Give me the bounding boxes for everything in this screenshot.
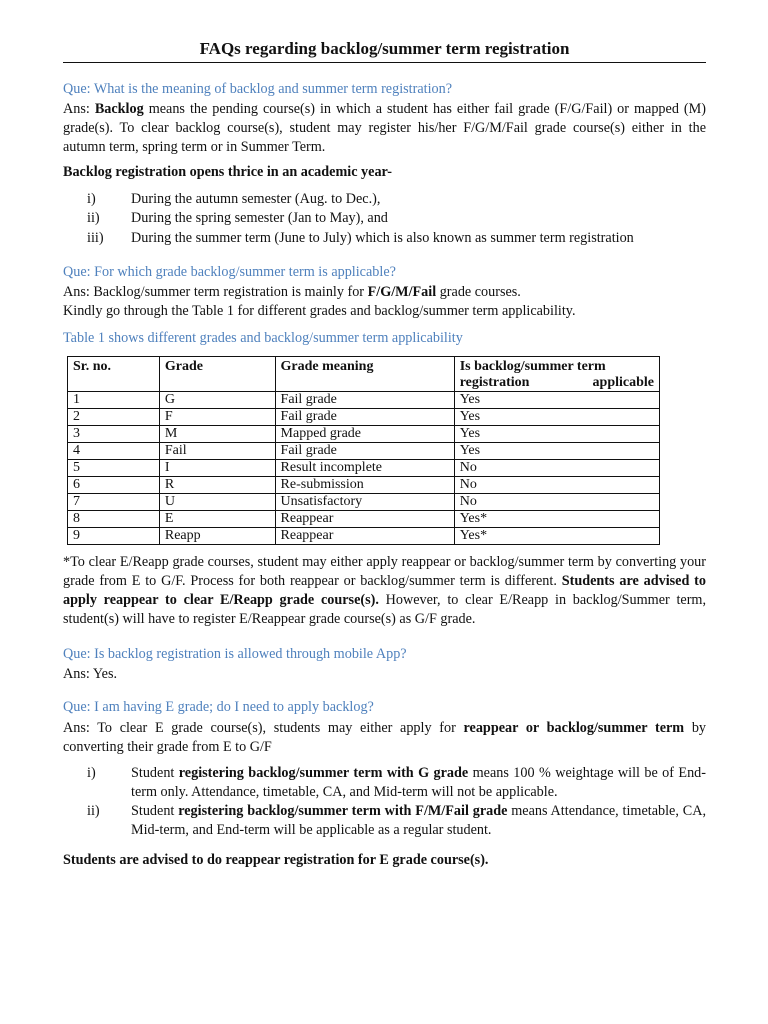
answer-1-bold: Backlog (94, 101, 144, 117)
answer-2-prefix: Ans: Backlog/summer term registration is mainly for (63, 284, 368, 300)
closing-advice: Students are advised to do reappear registration for E grade course(s). (63, 852, 489, 868)
applicable-cell: Yes* (454, 528, 659, 545)
answer-4 (63, 719, 706, 757)
grade-meaning-cell: Mapped grade (275, 426, 454, 443)
answer-4-prefix: Ans: To clear E grade course(s), students may either apply for (63, 720, 464, 736)
table-row (68, 460, 660, 477)
list-item-number: i) (87, 191, 96, 207)
sr-no-cell: 4 (68, 443, 160, 460)
column-header: Grade meaning (275, 357, 454, 392)
sr-no-cell: 3 (68, 426, 160, 443)
table-row (68, 511, 660, 528)
grade-meaning-cell: Result incomplete (275, 460, 454, 477)
title-underline (63, 62, 706, 63)
applicable-cell: Yes (454, 409, 659, 426)
sr-no-cell: 6 (68, 477, 160, 494)
table-row (68, 528, 660, 545)
list-item-text: Student registering backlog/summer term with G grade means 100 % weightage will be of End-term only. Attendance, timetable, CA, and Mid-term will not be applicable. (131, 765, 706, 800)
answer-2-line-2: Kindly go through the Table 1 for different grades and backlog/summer term applicability. (63, 303, 576, 319)
grade-meaning-cell: Unsatisfactory (275, 494, 454, 511)
table-header-row (68, 357, 660, 392)
grade-cell: M (159, 426, 275, 443)
grade-cell: R (159, 477, 275, 494)
list-item-number: ii) (87, 210, 100, 226)
grade-cell: I (159, 460, 275, 477)
table-note (63, 553, 706, 629)
grade-cell: Reapp (159, 528, 275, 545)
applicable-cell: Yes (454, 443, 659, 460)
list-item-text: Student registering backlog/summer term with F/M/Fail grade means Attendance, timetable, CA, Mid-term, and End-term will be applicable as a regular student. (131, 803, 706, 838)
applicable-cell: No (454, 477, 659, 494)
list-item-text: During the spring semester (Jan to May), and (131, 210, 388, 226)
answer-4-bold: reappear or backlog/summer term (463, 720, 685, 736)
answer-1 (63, 100, 706, 157)
page-title: FAQs regarding backlog/summer term registration (199, 39, 570, 58)
sr-no-cell: 9 (68, 528, 160, 545)
grade-meaning-cell: Re-submission (275, 477, 454, 494)
answer-2-text: grade courses. (436, 284, 521, 300)
question-2: Que: For which grade backlog/summer term is applicable? (63, 264, 396, 280)
table-body (68, 392, 660, 545)
list-item-text: During the autumn semester (Aug. to Dec.), (131, 191, 381, 207)
answer-2-bold: F/G/M/Fail (367, 284, 437, 300)
grade-meaning-cell: Fail grade (275, 392, 454, 409)
grade-meaning-cell: Fail grade (275, 409, 454, 426)
table-row (68, 409, 660, 426)
grade-cell: U (159, 494, 275, 511)
table-note-text: *To clear E/Reapp grade courses, student may either apply reappear or backlog/summer term by converting your grade from E to G/F. Process for both reappear or backlog/summer term is different. (63, 554, 706, 589)
grade-meaning-cell: Fail grade (275, 443, 454, 460)
grade-cell: G (159, 392, 275, 409)
question-3: Que: Is backlog registration is allowed through mobile App? (63, 646, 407, 662)
backlog-opens-heading: Backlog registration opens thrice in an academic year- (63, 164, 393, 180)
applicable-cell: Yes (454, 392, 659, 409)
answer-1-prefix: Ans: (63, 101, 95, 117)
column-header: Sr. no. (68, 357, 160, 392)
sr-no-cell: 1 (68, 392, 160, 409)
list-item-number: iii) (87, 230, 104, 246)
table-row (68, 426, 660, 443)
sr-no-cell: 8 (68, 511, 160, 528)
table-row (68, 392, 660, 409)
grade-cell: Fail (159, 443, 275, 460)
grades-table (67, 356, 660, 545)
grade-cell: E (159, 511, 275, 528)
answer-2 (63, 283, 706, 302)
grade-meaning-cell: Reappear (275, 511, 454, 528)
table-row (68, 477, 660, 494)
sr-no-cell: 2 (68, 409, 160, 426)
applicable-cell: No (454, 494, 659, 511)
table-row (68, 443, 660, 460)
sr-no-cell: 5 (68, 460, 160, 477)
grade-cell: F (159, 409, 275, 426)
grade-meaning-cell: Reappear (275, 528, 454, 545)
column-header: Grade (159, 357, 275, 392)
answer-1-text: means the pending course(s) in which a student has either fail grade (F/G/Fail) or mapped (M) grade(s). To clear backlog course(s), student may register his/her F/G/M/Fail grade course(s) either in the autumn term, spring term or in Summer Term. (63, 101, 706, 155)
list-item-number: i) (87, 765, 96, 781)
answer-4-text: by converting their grade from E to G/F (63, 720, 707, 755)
column-header: Is backlog/summer term registration applicable (454, 357, 659, 392)
list-item-text: During the summer term (June to July) which is also known as summer term registration (131, 230, 634, 246)
table-note-bold: Students are advised to apply reappear to clear E/Reapp grade course(s). (63, 573, 706, 608)
applicable-cell: Yes* (454, 511, 659, 528)
table-row (68, 494, 660, 511)
answer-3: Ans: Yes. (63, 666, 118, 682)
question-1: Que: What is the meaning of backlog and summer term registration? (63, 81, 452, 97)
applicable-cell: No (454, 460, 659, 477)
table-note-text-end: However, to clear E/Reapp in backlog/Summer term, student(s) will have to register E/Reappear grade course(s) as G/F grade. (63, 592, 706, 627)
list-item-number: ii) (87, 803, 100, 819)
applicable-cell: Yes (454, 426, 659, 443)
table-caption: Table 1 shows different grades and backlog/summer term applicability (63, 330, 463, 346)
sr-no-cell: 7 (68, 494, 160, 511)
question-4: Que: I am having E grade; do I need to apply backlog? (63, 699, 374, 715)
